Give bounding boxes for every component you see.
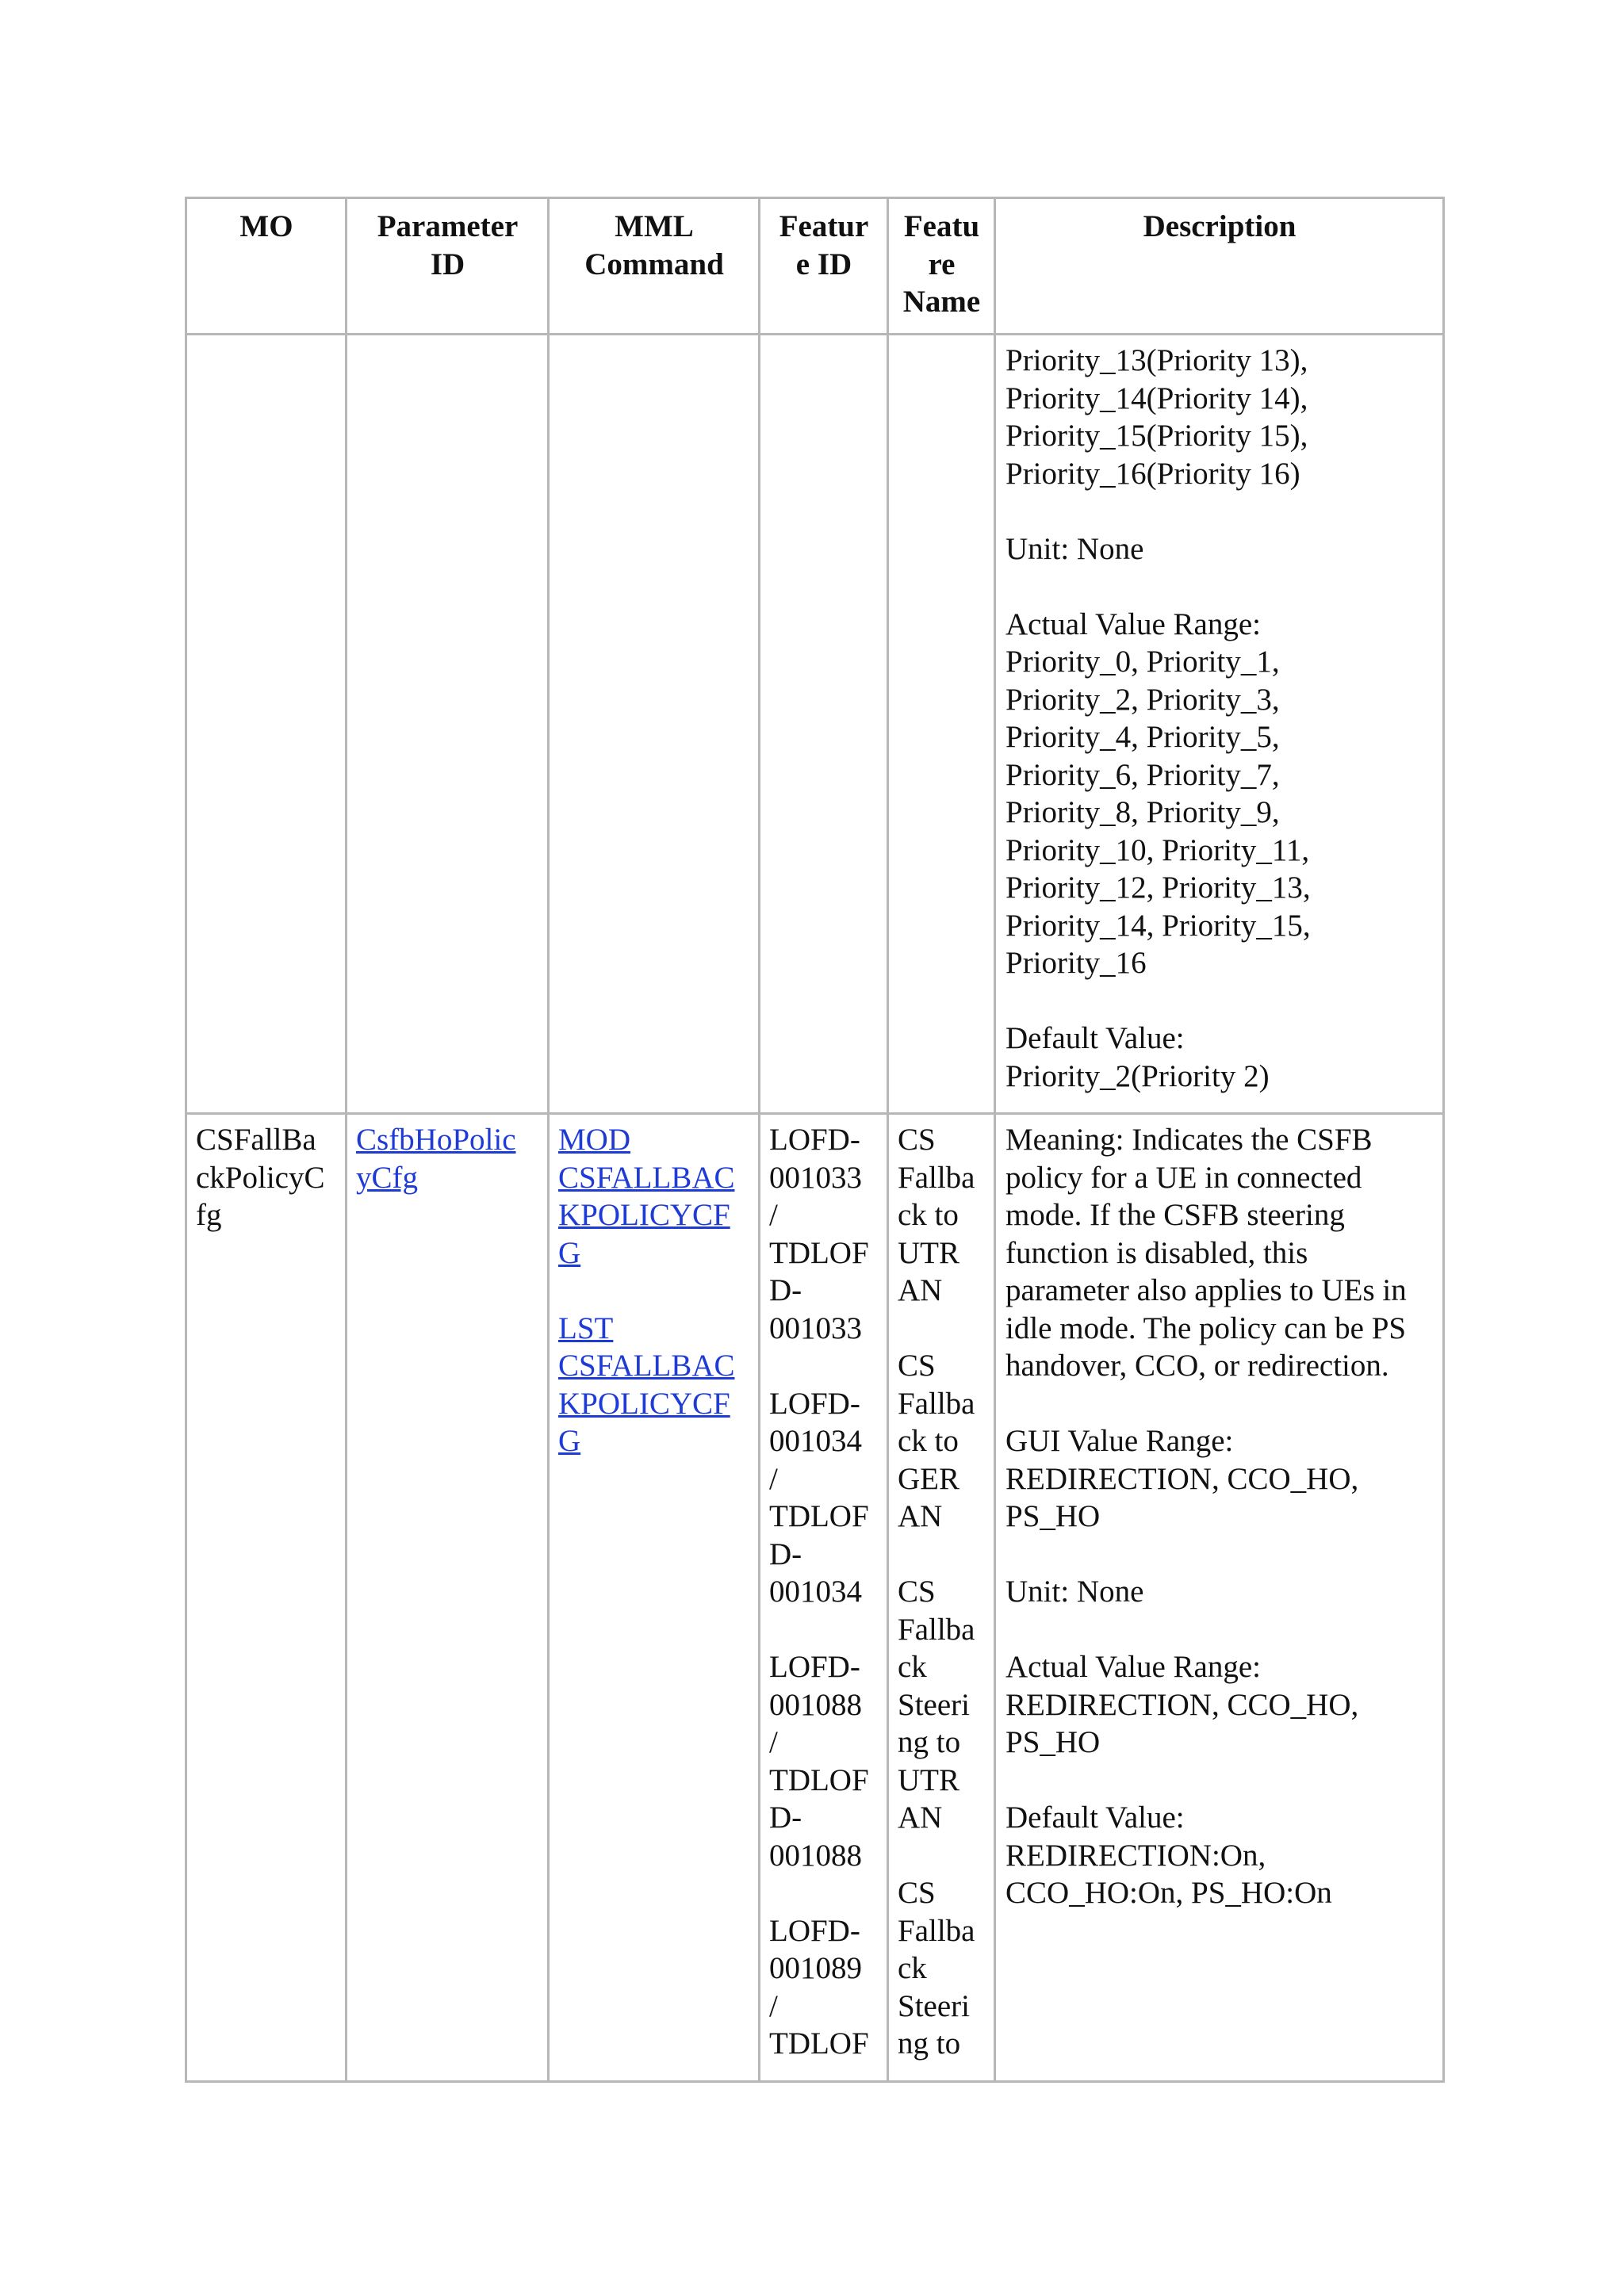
cell-feature-name (888, 335, 995, 1114)
cell-mml-command (549, 1114, 760, 2082)
cell-description: Priority_13(Priority 13), Priority_14(Priority 14), Priority_15(Priority 15), Priority_16(Priority 16) Unit: None Actual Value Range: Priority_0, Priority_1, Priority_2, Priority_3, Priority_4, Priority_5, Priority_6, Priority_7, Priority_8, Priority_9, Priority_10, Priority_11, Priority_12, Priority_13, Priority_14, Priority_15, Priority_16 Default Value: Priority_2(Priority 2) (995, 335, 1444, 1114)
cell-parameter-id (347, 335, 549, 1114)
header-mo: MO (186, 198, 347, 335)
lst-command-link[interactable]: LST CSFALLBAC KPOLICYCF G (558, 1311, 735, 1458)
cell-feature-name: CS Fallba ck to UTR AN CS Fallba ck to GER AN CS Fallba ck Steeri ng to UTR AN CS Fallba ck Steeri ng to (888, 1114, 995, 2082)
header-parameter-id: Parameter ID (347, 198, 549, 335)
parameter-id-link[interactable]: CsfbHoPolic yCfg (356, 1123, 516, 1195)
cell-feature-id (760, 335, 888, 1114)
cell-mo: CSFallBa ckPolicyC fg (186, 1114, 347, 2082)
cell-mml-command (549, 335, 760, 1114)
header-mml-command: MML Command (549, 198, 760, 335)
header-feature-name: Featu re Name (888, 198, 995, 335)
table-row (186, 335, 1444, 1114)
mod-command-link[interactable]: MOD CSFALLBAC KPOLICYCF G (558, 1123, 735, 1270)
header-description: Description (995, 198, 1444, 335)
header-row (186, 198, 1444, 335)
cell-feature-id: LOFD- 001033 / TDLOF D- 001033 LOFD- 001034 / TDLOF D- 001034 LOFD- 001088 / TDLOF D- 001088 LOFD- 001089 / TDLOF (760, 1114, 888, 2082)
table-row (186, 1114, 1444, 2082)
header-feature-id: Featur e ID (760, 198, 888, 335)
parameter-table (185, 197, 1445, 2083)
cell-parameter-id (347, 1114, 549, 2082)
cell-description: Meaning: Indicates the CSFB policy for a UE in connected mode. If the CSFB steering function is disabled, this parameter also applies to UEs in idle mode. The policy can be PS handover, CCO, or redirection. GUI Value Range: REDIRECTION, CCO_HO, PS_HO Unit: None Actual Value Range: REDIRECTION, CCO_HO, PS_HO Default Value: REDIRECTION:On, CCO_HO:On, PS_HO:On (995, 1114, 1444, 2082)
cell-mo (186, 335, 347, 1114)
